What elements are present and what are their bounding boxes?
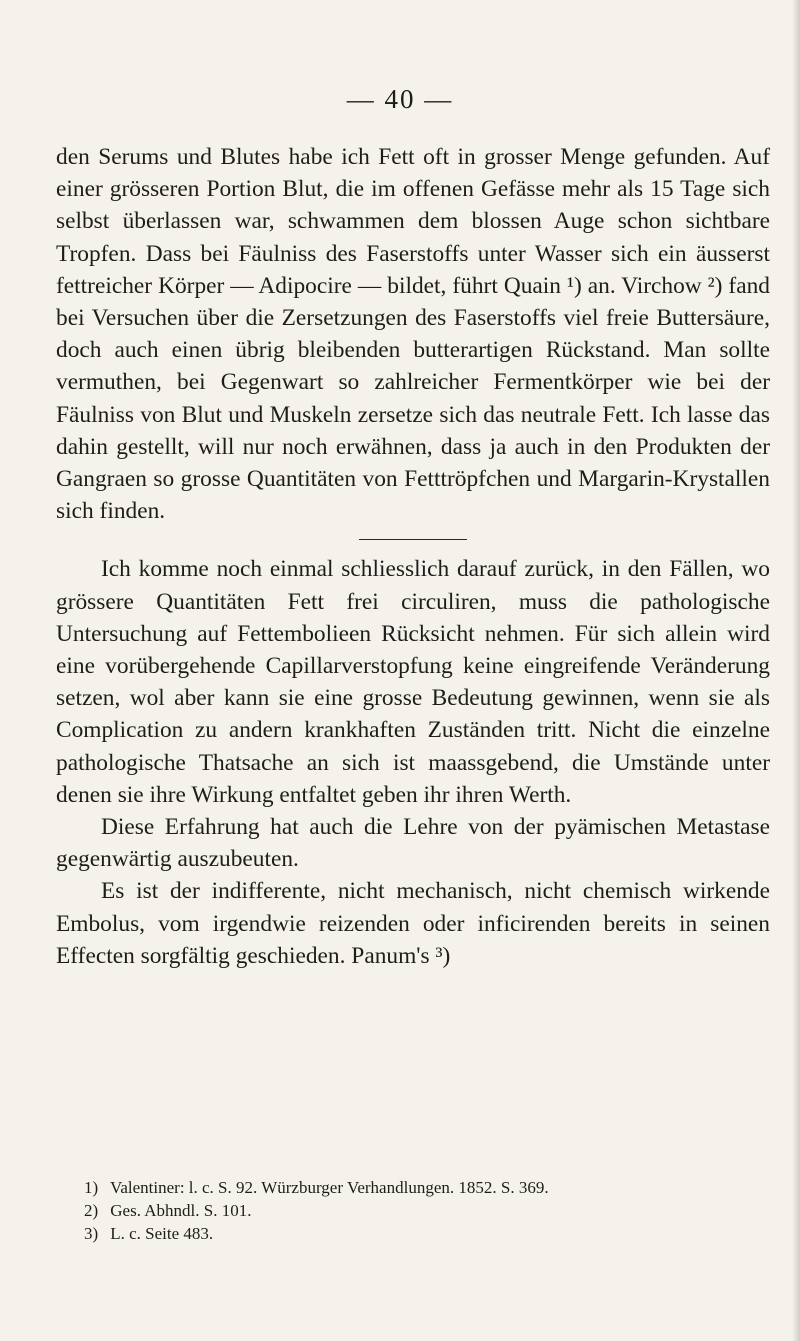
footnote-text: Valentiner: l. c. S. 92. Würzburger Verhandlungen. 1852. S. 369.: [109, 1178, 549, 1197]
footnotes: [84, 1176, 774, 1245]
section-divider: [359, 539, 467, 540]
footnote-mark: 1): [84, 1178, 99, 1197]
footnote-1: [84, 1176, 774, 1199]
footnote-3: [84, 1222, 774, 1245]
paragraph-1: den Serums und Blutes habe ich Fett oft in grosser Menge gefunden. Auf einer grösseren Portion Blut, die im offenen Gefässe mehr als 15 Tage sich selbst überlassen war, schwammen dem blossen Auge schon sichtbare Tropfen. Dass bei Fäulniss des Faserstoffs unter Wasser sich ein äusserst fettreicher Körper — Adipocire — bildet, führt Quain ¹) an. Virchow ²) fand bei Versuchen über die Zersetzungen des Faserstoffs viel freie Buttersäure, doch auch einen übrig bleibenden butterartigen Rückstand. Man sollte vermuthen, bei Gegenwart so zahlreicher Fermentkörper wie bei der Fäulniss von Blut und Muskeln zersetze sich das neutrale Fett. Ich lasse das dahin gestellt, will nur noch erwähnen, dass ja auch in den Produkten der Gangraen so grosse Quantitäten von Fetttröpfchen und Margarin-Krystallen sich finden.: [56, 144, 770, 525]
footnote-mark: 3): [84, 1224, 99, 1243]
footnote-text: L. c. Seite 483.: [110, 1224, 214, 1243]
page-edge-shadow: [792, 0, 800, 1341]
page-number: — 40 —: [346, 84, 454, 114]
body-text: [56, 141, 770, 972]
paragraph-3: Diese Erfahrung hat auch die Lehre von der pyämischen Metastase gegenwärtig auszubeuten.: [56, 814, 770, 873]
paragraph-4: Es ist der indifferente, nicht mechanisch, nicht chemisch wirkende Embolus, vom irgendwie reizenden oder inficirenden bereits in seinen Effecten sorgfältig geschieden. Panum's ³): [56, 878, 770, 969]
footnote-text: Ges. Abhndl. S. 101.: [110, 1201, 252, 1220]
paragraph-2: Ich komme noch einmal schliesslich darauf zurück, in den Fällen, wo grössere Quantitäten Fett frei circuliren, muss die pathologische Untersuchung auf Fettembolieen Rücksicht nehmen. Für sich allein wird eine vorübergehende Capillarverstopfung keine eingreifende Veränderung setzen, wol aber kann sie eine grosse Bedeutung gewinnen, wenn sie als Complication zu andern krankhaften Zuständen tritt. Nicht die einzelne pathologische Thatsache an sich ist maassgebend, die Umstände unter denen sie ihre Wirkung entfaltet geben ihr ihren Werth.: [56, 556, 770, 808]
footnote-2: [84, 1199, 774, 1222]
footnote-mark: 2): [84, 1201, 99, 1220]
